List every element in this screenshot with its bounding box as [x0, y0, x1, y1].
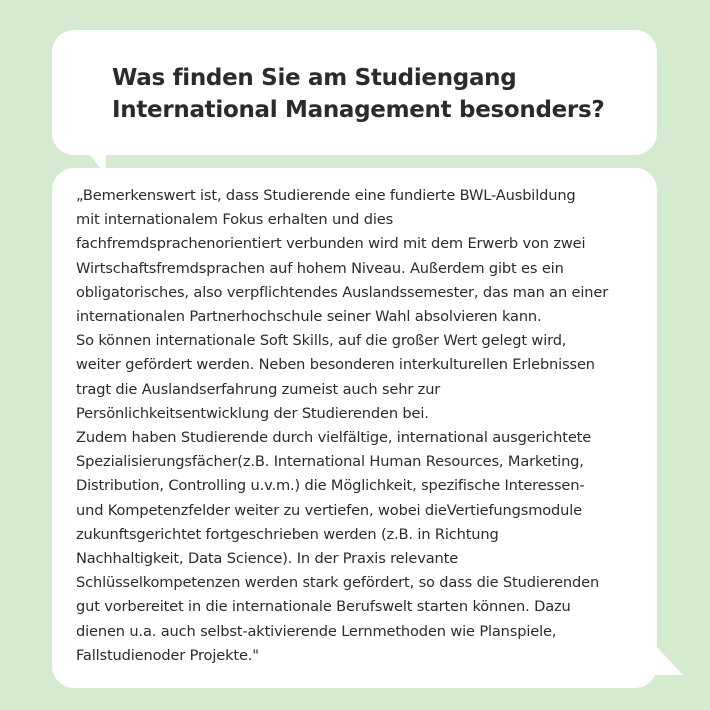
answer-line: mit internationalem Fokus erhalten und dies [76, 211, 394, 229]
question-heading [112, 62, 652, 126]
answer-quote [76, 184, 648, 668]
answer-line: zukunftsgerichtet fortgeschrieben werden (z.B. in Richtung [76, 525, 499, 543]
answer-speech-bubble [52, 168, 657, 688]
answer-line: obligatorisches, also verpflichtendes Auslandssemester, das man an einer [76, 283, 609, 301]
answer-line: „Bemerkenswert ist, dass Studierende eine fundierte BWL-Ausbildung [76, 187, 576, 204]
answer-line: Distribution, Controlling u.v.m.) die Möglichkeit, spezifische Interessen- [76, 477, 585, 495]
answer-line: und Kompetenzfelder weiter zu vertiefen, wobei dieVertiefungsmodule [76, 501, 582, 519]
answer-line: Nachhaltigkeit, Data Science). In der Praxis relevante [76, 550, 459, 568]
answer-line: Persönlichkeitsentwicklung der Studierenden bei. [76, 404, 429, 422]
answer-line: fachfremdsprachenorientiert verbunden wird mit dem Erwerb von zwei [76, 235, 586, 253]
answer-bubble-tail [655, 645, 683, 675]
answer-line: gut vorbereitet in die internationale Berufswelt starten können. Dazu [76, 598, 571, 616]
answer-line: Wirtschaftsfremdsprachen auf hohem Niveau. Außerdem gibt es ein [76, 259, 564, 277]
answer-line: So können internationale Soft Skills, auf die großer Wert gelegt wird, [76, 332, 567, 350]
answer-line: dienen u.a. auch selbst-aktivierende Lernmethoden wie Planspiele, [76, 622, 557, 640]
answer-line: Zudem haben Studierende durch vielfältige, international ausgerichtete [76, 429, 592, 447]
question-line-2: International Management besonders? [112, 97, 605, 123]
answer-line: weiter gefördert werden. Neben besonderen interkulturellen Erlebnissen [76, 356, 595, 374]
question-speech-bubble [52, 30, 657, 155]
answer-line: tragt die Auslandserfahrung zumeist auch sehr zur [76, 380, 441, 398]
answer-line: Spezialisierungsfächer(z.B. International Human Resources, Marketing, [76, 453, 584, 471]
answer-line: Schlüsselkompetenzen werden stark gefördert, so dass die Studierenden [76, 574, 600, 592]
answer-line: Fallstudienoder Projekte." [76, 646, 259, 664]
question-line-1: Was finden Sie am Studiengang [112, 65, 517, 91]
answer-line: internationalen Partnerhochschule seiner Wahl absolvieren kann. [76, 308, 542, 326]
